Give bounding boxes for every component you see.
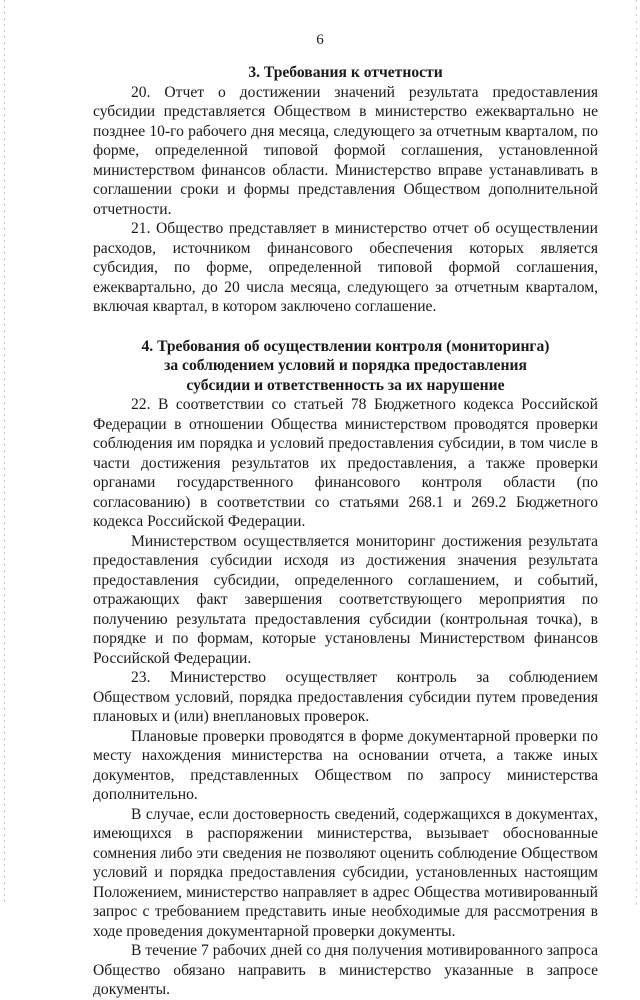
paragraph-23: 23. Министерство осуществляет контроль за соблюдением Обществом условий, порядка предоставления субсидии путем проведения плановых и (или) внеплановых проверок. (93, 669, 598, 725)
section-3-title: 3. Требования к отчетности (248, 64, 443, 81)
section-4-title (93, 337, 598, 396)
scan-edge-left (4, 0, 5, 905)
page-number: 6 (316, 32, 324, 48)
section-4-title-line: субсидии и ответственность за их нарушение (186, 376, 505, 394)
paragraph-21: 21. Общество представляет в министерство отчет об осуществлении расходов, источником финансового обеспечения которых является субсидия, по форме, определенной типовой формой соглашения, ежеквартально, до 20 числа месяца, следующего за отчетным кварталом, включая квартал, в котором заключено соглашение. (93, 220, 598, 315)
paragraph-monitoring: Министерством осуществляется мониторинг достижения результата предоставления субсидии исходя из достижения значения результата предоставления субсидии, определенного соглашением, и событий, отражающих факт завершения соответствующего мероприятия по получению результата предоставления субсидии (контрольная точка), в порядке и по формам, которые установлены Министерством финансов Российской Федерации. (93, 532, 598, 667)
paragraph-doubts-request: В случае, если достоверность сведений, содержащихся в документах, имеющихся в распоряжении министерства, вызывает обоснованные сомнения либо эти сведения не позволяют оценить соблюдение Обществом условий и порядка предоставления субсидии, установленных настоящим Положением, министерство направляет в адрес Общества мотивированный запрос с требованием представить иные необходимые для рассмотрения в ходе проведения документарной проверки документы. (93, 805, 598, 940)
paragraph-planned-inspections: Плановые проверки проводятся в форме документарной проверки по месту нахождения министерства на основании отчета, а также иных документов, представленных Обществом по запросу министерства дополнительно. (93, 727, 598, 803)
section-4-title-line: за соблюдением условий и порядка предоставления (164, 357, 527, 374)
paragraph-7-days: В течение 7 рабочих дней со дня получения мотивированного запроса Общество обязано направить в министерство указанные в запросе документы. (93, 942, 598, 998)
section-spacer (93, 317, 598, 337)
document-body (93, 63, 598, 1000)
scan-edge-right (636, 0, 637, 905)
section-4-title-line: 4. Требования об осуществлении контроля (мониторинга) (141, 337, 550, 355)
paragraph-20: 20. Отчет о достижении значений результата предоставления субсидии представляется Обществом в министерство ежеквартально не позднее 10-го рабочего дня месяца, следующего за отчетным кварталом, по форме, определенной типовой формой соглашения, установленной министерством финансов области. Министерство вправе устанавливать в соглашении сроки и формы представления Обществом дополнительной отчетности. (93, 83, 598, 218)
paragraph-22: 22. В соответствии со статьей 78 Бюджетного кодекса Российской Федерации в отношении Общества министерством проводятся проверки соблюдения им порядка и условий предоставления субсидии, в том числе в части достижения результатов их предоставления, а также проверки органами государственного финансового контроля области (по согласованию) в соответствии со статьями 268.1 и 269.2 Бюджетного кодекса Российской Федерации. (93, 396, 598, 530)
